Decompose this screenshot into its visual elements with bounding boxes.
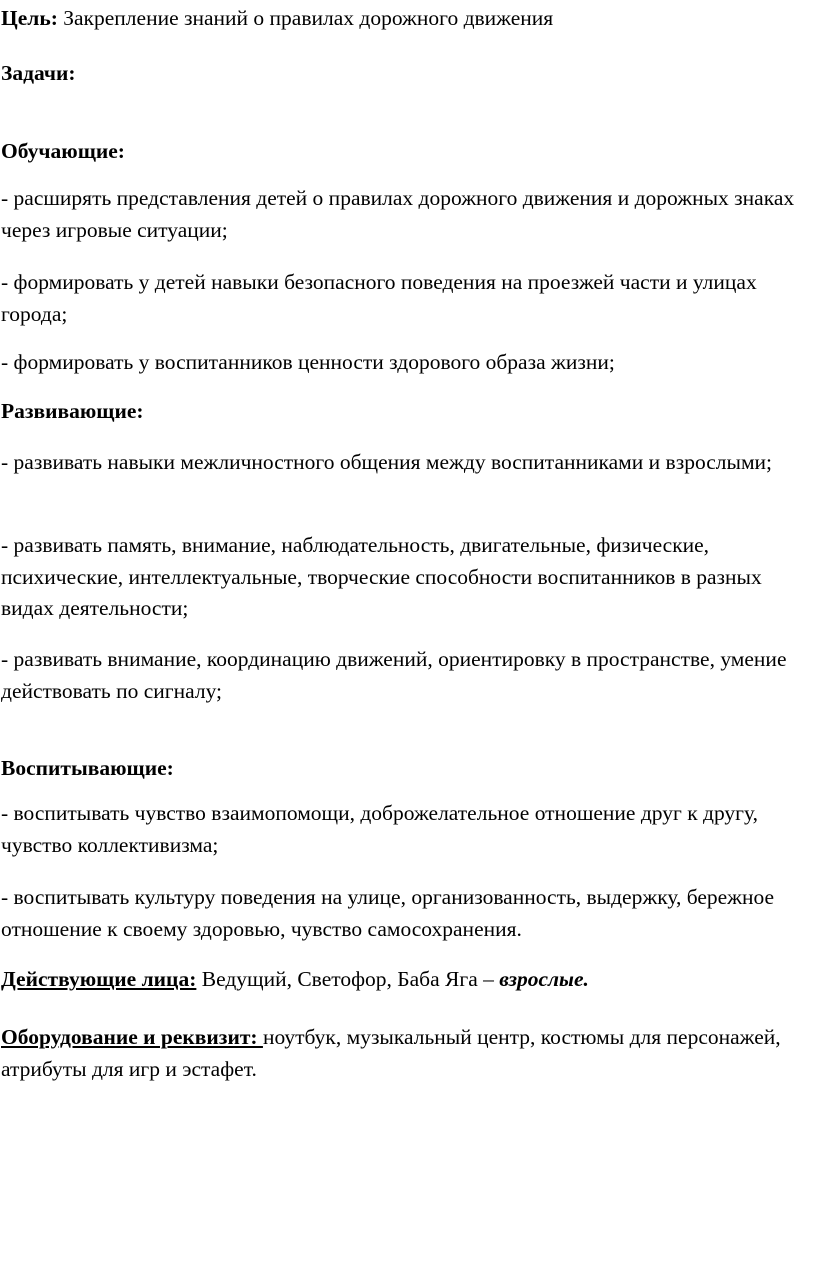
educating-item-1: - воспитывать чувство взаимопомощи, доброжелательное отношение друг к другу, чувство коллективизма; <box>1 801 758 857</box>
developing-item-1: - развивать навыки межличностного общения между воспитанниками и взрослыми; <box>1 450 773 474</box>
goal-label: Цель: <box>1 6 58 30</box>
teaching-item-2: - формировать у детей навыки безопасного поведения на проезжей части и улицах города; <box>1 270 757 326</box>
equipment-text: ноутбук, музыкальный центр, костюмы для персонажей, атрибуты для игр и эстафет. <box>1 1025 781 1081</box>
characters-text: Ведущий, Светофор, Баба Яга – <box>196 967 500 991</box>
educating-heading: Воспитывающие: <box>1 756 174 780</box>
teaching-item-1: - расширять представления детей о правилах дорожного движения и дорожных знаках через игровые ситуации; <box>1 186 795 242</box>
teaching-heading: Обучающие: <box>1 139 125 163</box>
characters-label: Действующие лица: <box>1 967 197 991</box>
characters-line <box>1 964 589 994</box>
goal-line <box>1 3 553 33</box>
equipment-paragraph <box>1 1022 813 1085</box>
equipment-label: Оборудование и реквизит: <box>1 1025 263 1049</box>
developing-item-2: - развивать память, внимание, наблюдательность, двигательные, физические, психические, интеллектуальные, творческие способности воспитанников в разных видах деятельности; <box>1 533 762 620</box>
characters-emphasis: взрослые. <box>499 967 589 991</box>
developing-heading: Развивающие: <box>1 399 144 423</box>
educating-item-2: - воспитывать культуру поведения на улице, организованность, выдержку, бережное отношение к своему здоровью, чувство самосохранения. <box>1 885 775 941</box>
developing-item-3: - развивать внимание, координацию движений, ориентировку в пространстве, умение действовать по сигналу; <box>1 647 787 703</box>
goal-text: Закрепление знаний о правилах дорожного движения <box>57 6 554 30</box>
teaching-item-3: - формировать у воспитанников ценности здорового образа жизни; <box>1 350 615 374</box>
tasks-heading: Задачи: <box>1 61 76 85</box>
